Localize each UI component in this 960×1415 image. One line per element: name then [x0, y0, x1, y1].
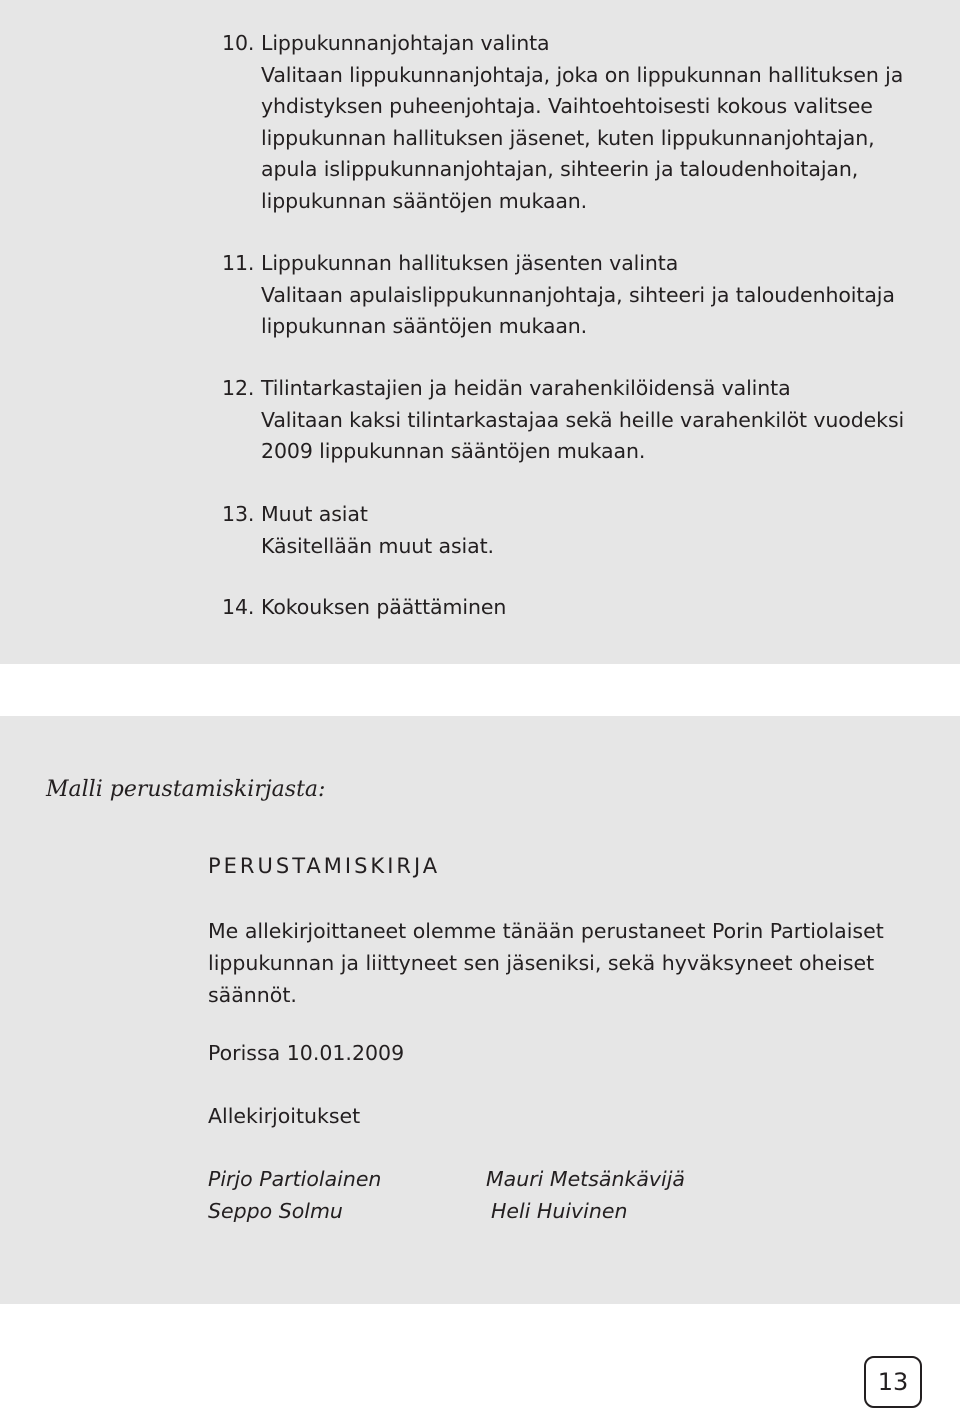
item-number: 10. [222, 31, 255, 55]
item-number: 13. [222, 502, 255, 526]
agenda-item-14 [222, 592, 911, 624]
model-heading: Malli perustamiskirjasta: [46, 777, 326, 802]
agenda-item-10 [222, 28, 911, 217]
agenda-item-13 [222, 499, 911, 562]
place-date: Porissa 10.01.2009 [208, 1041, 405, 1065]
agenda-item-12 [222, 373, 911, 468]
item-description: Valitaan lippukunnanjohtaja, joka on lippukunnan hallituksen ja yhdistyksen puheenjohtaja. Vaihtoehtoisesti kokous valitsee lippukunnan hallituksen jäsenet, kuten lippukunnanjohtajan, apula islippukunnanjohtajan, sihteerin ja taloudenhoitajan, lippukunnan sääntöjen mukaan. [261, 62, 904, 213]
page-number-label: 13 [877, 1368, 909, 1396]
agenda-item-11 [222, 248, 911, 343]
signature-name: Pirjo Partiolainen [208, 1167, 382, 1191]
item-description: Valitaan kaksi tilintarkastajaa sekä heille varahenkilöt vuodeksi 2009 lippukunnan sääntöjen mukaan. [261, 407, 905, 463]
signature-name: Mauri Metsänkävijä [486, 1167, 685, 1191]
item-number: 14. [222, 595, 255, 619]
item-description: Käsitellään muut asiat. [261, 533, 494, 558]
document-body: Me allekirjoittaneet olemme tänään perustaneet Porin Partiolaiset lippukunnan ja liittyneet sen jäseniksi, sekä hyväksyneet oheiset säännöt. [208, 919, 884, 1007]
item-description: Valitaan apulaislippukunnanjohtaja, sihteeri ja taloudenhoitaja lippukunnan sääntöjen mukaan. [261, 282, 895, 338]
item-title: Kokouksen päättäminen [261, 595, 507, 619]
signatures-label: Allekirjoitukset [208, 1104, 361, 1128]
document-title: PERUSTAMISKIRJA [208, 854, 441, 878]
signature-name: Seppo Solmu [208, 1199, 343, 1223]
item-title: Muut asiat [261, 502, 368, 526]
item-title: Lippukunnanjohtajan valinta [261, 31, 550, 55]
signature-name: Heli Huivinen [491, 1199, 628, 1223]
page-number [864, 1356, 922, 1408]
item-title: Tilintarkastajien ja heidän varahenkilöidensä valinta [261, 376, 791, 400]
item-number: 12. [222, 376, 255, 400]
item-title: Lippukunnan hallituksen jäsenten valinta [261, 251, 679, 275]
item-number: 11. [222, 251, 255, 275]
